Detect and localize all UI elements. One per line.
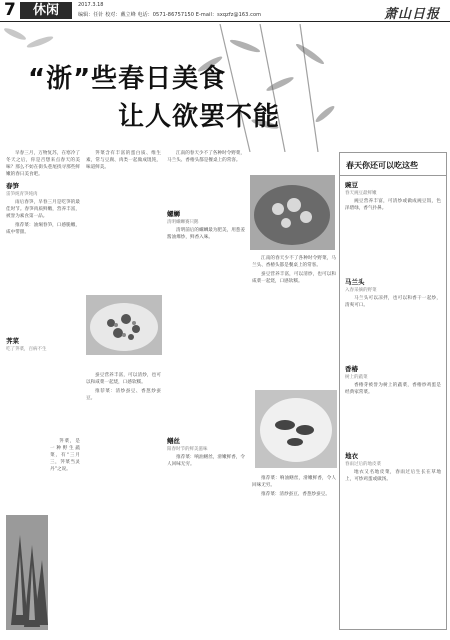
sidebar-item-title: 香椿 bbox=[345, 365, 358, 373]
paragraph: 蚕豆营养丰富，可以清炒，也可以和咸菜一起烧，口感软糯。 bbox=[86, 373, 161, 385]
paragraph: 江南的春天少不了各种时令野菜，马兰头、香椿头都是餐桌上的常客。 bbox=[167, 151, 245, 163]
article-column-4 bbox=[252, 255, 336, 385]
section-tag: 休闲 bbox=[20, 2, 72, 19]
editor-contact: 编辑：任针 校对：戴立峰 电话：0571-86757150 E-mail：sxqzfz@163.com bbox=[78, 12, 262, 18]
sidebar-item-text: 马兰头可以凉拌，也可以和香干一起炒，清爽可口。 bbox=[345, 296, 441, 308]
issue-date: 2017.3.18 bbox=[78, 2, 104, 8]
sidebar-item-subtitle: 春雨过后的地皮菜 bbox=[345, 462, 381, 467]
paragraph: 推荐菜：油焖春笋，口感脆嫩，咸中带甜。 bbox=[6, 223, 80, 235]
paragraph: 推荐菜：清炒蚕豆、香葱炒蚕豆。 bbox=[86, 389, 161, 401]
section-subtitle: 雷笋炖青笋炖肉 bbox=[6, 192, 38, 197]
headline-line-2: 让人欲罢不能 bbox=[118, 102, 281, 132]
newspaper-logo: 萧山日报 bbox=[383, 7, 440, 22]
sidebar-content bbox=[340, 180, 446, 483]
sidebar-box bbox=[339, 152, 447, 630]
section-title-eel: 鳝丝 bbox=[167, 437, 180, 445]
paragraph: 推荐菜：清炒蚕豆、香葱炒蚕豆。 bbox=[261, 492, 330, 497]
stir-fry-dish-photo bbox=[86, 295, 162, 355]
section-subtitle: 吃了荠菜，百病不生 bbox=[6, 347, 47, 352]
section-title-shepherds-purse: 荠菜 bbox=[6, 337, 19, 345]
paragraph: 荠菜含有丰富的蛋白质、维生素，常与豆腐、肉类一起做成馄饨，味道鲜美。 bbox=[86, 151, 161, 170]
section-subtitle: 阳春时节的鲜美滋味 bbox=[167, 447, 208, 452]
sidebar-title: 春天你还可以吃这些 bbox=[346, 161, 418, 170]
sidebar-item-subtitle: 春天豌豆最鲜嫩 bbox=[345, 191, 377, 196]
intro-paragraph: 早春三月，万物复苏，在寒冷了冬天之后，你是否想来点春天的美味？那么不妨在街头巷尾找寻那些鲜嫩的春日美食吧。 bbox=[6, 151, 80, 177]
sidebar-item-text: 香椿芽被誉为树上的蔬菜，香椿炒鸡蛋是经典家常菜。 bbox=[345, 383, 441, 395]
sidebar-item-subtitle: 入春采摘的野菜 bbox=[345, 288, 377, 293]
sidebar-item-subtitle: 树上的蔬菜 bbox=[345, 375, 368, 380]
section-title-spring-shoots: 春笋 bbox=[6, 182, 19, 190]
paragraph: 雨后春笋，早春三月是吃笋的最佳时节。春笋肉质鲜嫩，营养丰富，被誉为素食第一品。 bbox=[6, 200, 80, 219]
bamboo-shoot-photo bbox=[6, 515, 48, 630]
sidebar-item-text: 豌豆营养丰富，可清炒或做成豌豆饭，色泽碧绿，香气扑鼻。 bbox=[345, 199, 441, 211]
page-header bbox=[0, 0, 450, 22]
page-number: 7 bbox=[4, 1, 18, 20]
paragraph: 推荐菜：响油鳝丝，滑嫩鲜香，令人回味无穷。 bbox=[167, 455, 245, 467]
article-column-2b bbox=[86, 372, 161, 630]
section-subtitle: 清明螺蛳赛只鹅 bbox=[167, 220, 199, 225]
paragraph: 江南的春天少不了各种时令野菜，马兰头、香椿头都是餐桌上的常客。 bbox=[252, 256, 336, 268]
paragraph: 清明前后的螺蛳最为肥美，用葱姜酱油爆炒，鲜香入味。 bbox=[167, 228, 245, 240]
article-column-4b bbox=[252, 475, 336, 630]
paragraph: 蚕豆营养丰富，可以清炒，也可以和咸菜一起烧，口感软糯。 bbox=[252, 272, 336, 284]
divider bbox=[340, 175, 446, 176]
snail-dish-photo bbox=[250, 175, 335, 250]
sidebar-item-title: 豌豆 bbox=[345, 181, 358, 189]
sidebar-item-title: 地衣 bbox=[345, 452, 358, 460]
seafood-dish-photo bbox=[255, 390, 337, 468]
paragraph: 推荐菜：响油鳝丝，滑嫩鲜香，令人回味无穷。 bbox=[252, 476, 336, 488]
sidebar-item-title: 马兰头 bbox=[345, 278, 365, 286]
sidebar-item-text: 地衣又名地皮菜，春雨过后生长在草地上，可炒鸡蛋或做汤。 bbox=[345, 470, 441, 482]
article-column-3 bbox=[167, 150, 245, 630]
paragraph: 荠菜，是一种野生蔬菜，有“三月三，荠菜当灵丹”之说。 bbox=[50, 439, 80, 472]
section-title-snails: 螺蛳 bbox=[167, 210, 180, 218]
headline-line-1: “浙”些春日美食 bbox=[28, 64, 227, 94]
